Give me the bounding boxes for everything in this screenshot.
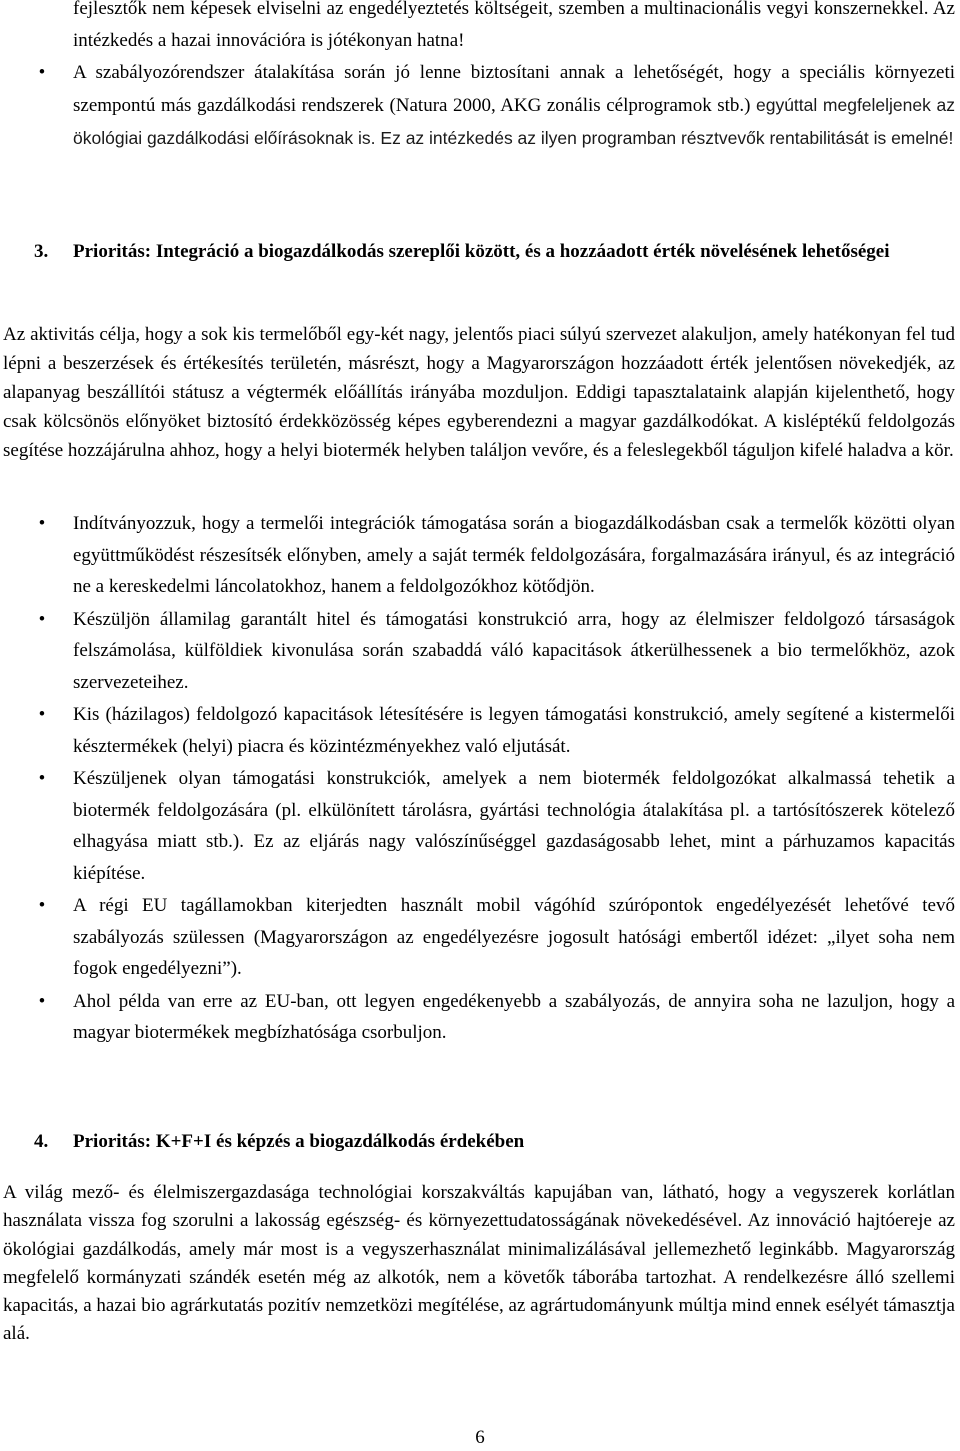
list-item — [38, 890, 955, 985]
section-4-number: 4. — [34, 1131, 49, 1152]
continuation-text: fejlesztők nem képesek elviselni az engedélyeztetés költségeit, szemben a multinacionális vegyi konszernekkel. Az intézkedés a hazai innovációra is jótékonyan hatna! — [73, 0, 955, 51]
bullet-text: Készüljenek olyan támogatási konstrukciók, amelyek a nem biotermék feldolgozókat alkalmassá tehetik a biotermék feldolgozására (pl. elkülönített tárolásra, gyártási technológia átalakítása pl. a tartósítószerek kötelező elhagyása miatt stb.). Ez az eljárás nagy valószínűséggel gazdaságosabb lehet, mint a párhuzamos kapacitás kiépítése. — [73, 768, 955, 884]
section-4-body: A világ mező- és élelmiszergazdasága technológiai korszakváltás kapujában van, látható, hogy a vegyszerek korlátlan használata vissza fog szorulni a lakosság egészség- és környezettudatosságának növekedésével. Az innováció hajtóereje az ökológiai gazdálkodás, amely már most is a vegyszerhasználat minimalizálásával jellemezhető leginkább. Magyarország megfelelő kormányzati szándék esetén még az alkotók, nem a követők táborába tartozhat. A rendelkezésre álló szellemi kapacitás, a hazai bio agrárkutatás pozitív nemzetközi megítélése, az agrártudományunk múltja mind ennek esélyét támasztja alá. — [3, 1182, 955, 1345]
bullet-text: Indítványozzuk, hogy a termelői integrációk támogatása során a biogazdálkodásban csak a termelők közötti olyan együttműködést részesítsék előnyben, amely a saját termék feldolgozására, forgalmazására irányul, és az integráció ne a kereskedelmi láncolatokhoz, hanem a feldolgozókhoz kötődjön. — [73, 513, 955, 597]
bullet-icon: • — [38, 62, 46, 83]
section-4-title: Prioritás: K+F+I és képzés a biogazdálkodás érdekében — [73, 1131, 525, 1152]
list-item — [38, 986, 955, 1049]
list-item — [38, 508, 955, 603]
list-item — [38, 604, 955, 699]
bullet-icon: • — [38, 513, 46, 534]
bullet-text: Ahol példa van erre az EU-ban, ott legyen engedékenyebb a szabályozás, de annyira soha ne lazuljon, hogy a magyar biotermékek megbízhatósága csorbuljon. — [73, 990, 955, 1043]
list-item — [38, 763, 955, 889]
section-3-number: 3. — [34, 241, 49, 262]
bullet-text-sans: egyúttal megfeleljenek az ökológiai gazdálkodási előírásoknak is. Ez az intézkedés az ilyen programban résztvevők rentabilitását is emelné! — [73, 95, 955, 148]
section-3-intro: Az aktivitás célja, hogy a sok kis termelőből egy-két nagy, jelentős piaci súlyú szervezet alakuljon, amely hatékonyan fel tud lépni a beszerzések és értékesítés területén, másrészt, hogy a Magyarországon hozzáadott érték jelentősen növekedjék, az alapanyag beszállítói státusz a végtermék előállítás irányába mozduljon. Eddigi tapasztalataink alapján kijelenthető, hogy csak kölcsönös előnyöket biztosító érdekközösség képes egyberendezni a magyar gazdálkodókat. A kisléptékű feldolgozás segítése hozzájárulna ahhoz, hogy a helyi biotermék helyben találjon vevőre, és a feleslegekből táguljon kifelé haladva a kör. — [3, 324, 955, 461]
bullet-text: Kis (házilagos) feldolgozó kapacitások létesítésére is legyen támogatási konstrukció, amely segítené a kistermelői késztermékek (helyi) piacra és közintézményekhez való eljutását. — [73, 704, 955, 757]
section-3-title: Prioritás: Integráció a biogazdálkodás szereplői között, és a hozzáadott érték növelésének lehetőségei — [73, 241, 890, 262]
bullet-icon: • — [38, 704, 46, 725]
page-number: 6 — [475, 1427, 485, 1448]
bullet-icon: • — [38, 895, 46, 916]
list-item — [38, 699, 955, 762]
continuation-block — [38, 0, 955, 155]
bullet-text: Készüljön államilag garantált hitel és támogatási konstrukció arra, hogy az élelmiszer feldolgozó társaságok felszámolása, külföldiek kivonulása során szabaddá váló kapacitások átkerülhessenek a bio termelőkhöz, azok szervezeteihez. — [73, 608, 955, 693]
bullet-icon: • — [38, 768, 46, 789]
list-item — [38, 57, 955, 155]
bullet-text: A szabályozórendszer átalakítása során jó lenne biztosítani annak a lehetőségét, hogy a speciális környezeti szempontú más gazdálkodási rendszerek (Natura 2000, AKG zonális célprogramok stb.) — [73, 62, 955, 116]
section-3-heading — [34, 236, 955, 268]
bullet-icon: • — [38, 990, 46, 1012]
bullet-icon: • — [38, 608, 46, 630]
section-4-heading — [34, 1126, 955, 1158]
section-3-bullet-list — [38, 508, 955, 1050]
top-bullet-list — [38, 57, 955, 155]
bullet-text: A régi EU tagállamokban kiterjedten használt mobil vágóhíd szúrópontok engedélyezését lehetővé tevő szabályozás szülessen (Magyarországon az engedélyezésre jogosult hatósági embertől idézet: „ilyet soha nem fogok engedélyezni”). — [73, 895, 955, 979]
